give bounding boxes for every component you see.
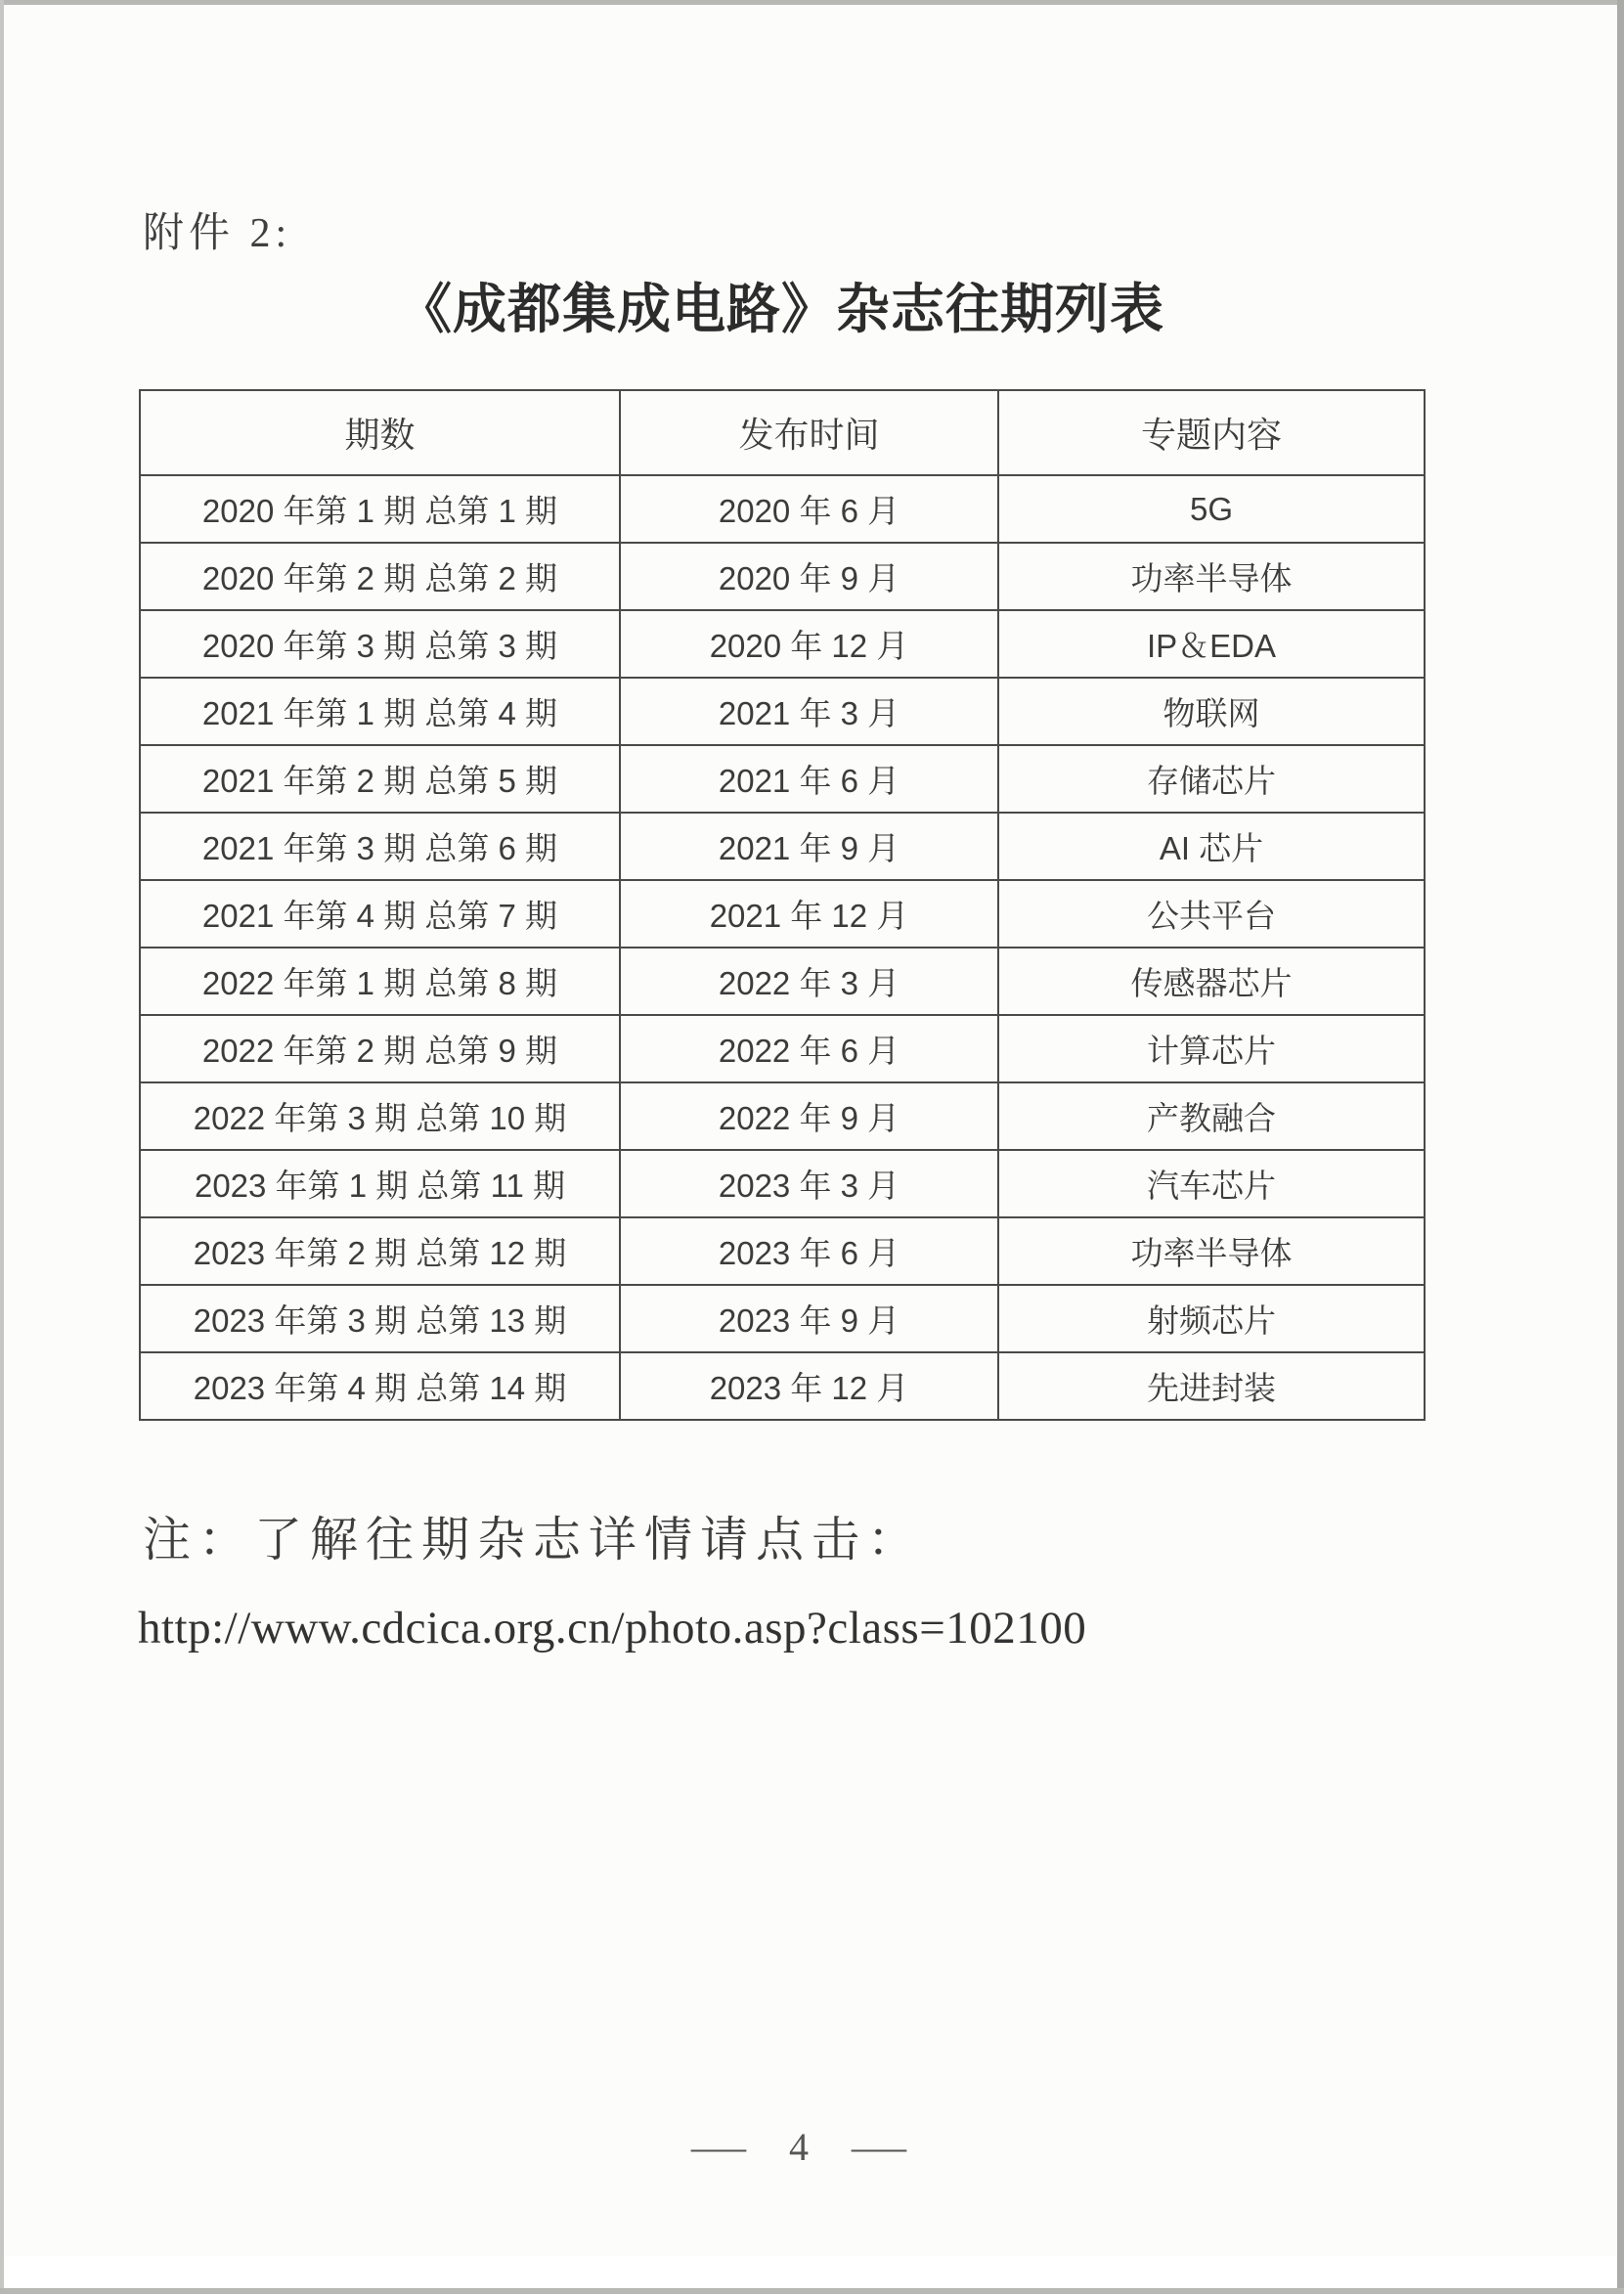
footer-left-dash: —: [691, 2125, 746, 2169]
attachment-label: 附件 2:: [143, 211, 292, 256]
date-cell: 2021 年 3 月: [620, 678, 998, 745]
scan-edge-left: [0, 0, 4, 2294]
issues-table: [139, 389, 1426, 1421]
topic-cell: 先进封装: [998, 1352, 1425, 1420]
table-row: [140, 610, 1425, 678]
issue-cell: 2022 年第 3 期 总第 10 期: [140, 1082, 620, 1150]
date-cell: 2022 年 6 月: [620, 1015, 998, 1082]
date-cell: 2023 年 9 月: [620, 1285, 998, 1352]
issue-cell: 2020 年第 3 期 总第 3 期: [140, 610, 620, 678]
table-row: [140, 813, 1425, 880]
issue-cell: 2023 年第 1 期 总第 11 期: [140, 1150, 620, 1217]
table-row: [140, 1285, 1425, 1352]
column-header-topic: 专题内容: [998, 390, 1425, 475]
table-row: [140, 1015, 1425, 1082]
date-cell: 2021 年 9 月: [620, 813, 998, 880]
table-row: [140, 1217, 1425, 1285]
date-cell: 2021 年 12 月: [620, 880, 998, 948]
table-row: [140, 475, 1425, 543]
topic-cell: AI 芯片: [998, 813, 1425, 880]
page-number: 4: [789, 2125, 809, 2169]
topic-cell: 功率半导体: [998, 1217, 1425, 1285]
date-cell: 2023 年 3 月: [620, 1150, 998, 1217]
topic-cell: IP＆EDA: [998, 610, 1425, 678]
table-row: [140, 543, 1425, 610]
issue-cell: 2021 年第 1 期 总第 4 期: [140, 678, 620, 745]
issue-cell: 2021 年第 4 期 总第 7 期: [140, 880, 620, 948]
topic-cell: 射频芯片: [998, 1285, 1425, 1352]
scan-edge-bottom: [0, 2288, 1624, 2294]
table-row: [140, 1352, 1425, 1420]
table-row: [140, 1082, 1425, 1150]
scan-edge-top: [0, 0, 1624, 5]
issue-cell: 2020 年第 2 期 总第 2 期: [140, 543, 620, 610]
page-footer: [139, 2124, 1459, 2170]
topic-cell: 功率半导体: [998, 543, 1425, 610]
scan-bottom-strip: [4, 2256, 1617, 2288]
issue-cell: 2021 年第 3 期 总第 6 期: [140, 813, 620, 880]
table-row: [140, 745, 1425, 813]
document-title: 《成都集成电路》杂志往期列表: [397, 280, 1164, 339]
date-cell: 2020 年 6 月: [620, 475, 998, 543]
topic-cell: 存储芯片: [998, 745, 1425, 813]
date-cell: 2020 年 9 月: [620, 543, 998, 610]
table-row: [140, 1150, 1425, 1217]
topic-cell: 汽车芯片: [998, 1150, 1425, 1217]
topic-cell: 产教融合: [998, 1082, 1425, 1150]
issue-cell: 2020 年第 1 期 总第 1 期: [140, 475, 620, 543]
date-cell: 2021 年 6 月: [620, 745, 998, 813]
table-header-row: [140, 390, 1425, 475]
issue-cell: 2023 年第 4 期 总第 14 期: [140, 1352, 620, 1420]
date-cell: 2023 年 6 月: [620, 1217, 998, 1285]
topic-cell: 公共平台: [998, 880, 1425, 948]
date-cell: 2022 年 3 月: [620, 948, 998, 1015]
column-header-issue: 期数: [140, 390, 620, 475]
date-cell: 2023 年 12 月: [620, 1352, 998, 1420]
magazine-archive-url: http://www.cdcica.org.cn/photo.asp?class=102100: [138, 1603, 1087, 1654]
note-text: 注：了解往期杂志详情请点击：: [143, 1513, 924, 1566]
table-row: [140, 948, 1425, 1015]
date-cell: 2022 年 9 月: [620, 1082, 998, 1150]
issue-cell: 2023 年第 3 期 总第 13 期: [140, 1285, 620, 1352]
date-cell: 2020 年 12 月: [620, 610, 998, 678]
scan-edge-right: [1617, 0, 1624, 2294]
issue-cell: 2023 年第 2 期 总第 12 期: [140, 1217, 620, 1285]
footer-right-dash: —: [852, 2125, 906, 2169]
issue-cell: 2021 年第 2 期 总第 5 期: [140, 745, 620, 813]
issue-cell: 2022 年第 2 期 总第 9 期: [140, 1015, 620, 1082]
table-row: [140, 880, 1425, 948]
table-row: [140, 678, 1425, 745]
issue-cell: 2022 年第 1 期 总第 8 期: [140, 948, 620, 1015]
topic-cell: 5G: [998, 475, 1425, 543]
topic-cell: 传感器芯片: [998, 948, 1425, 1015]
column-header-publish-date: 发布时间: [620, 390, 998, 475]
topic-cell: 计算芯片: [998, 1015, 1425, 1082]
topic-cell: 物联网: [998, 678, 1425, 745]
